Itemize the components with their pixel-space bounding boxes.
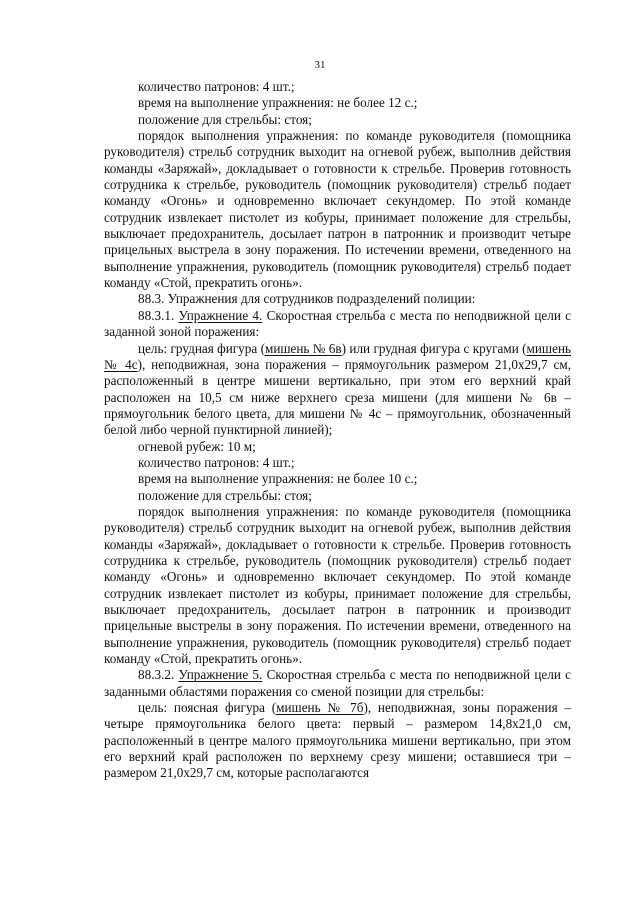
section-number: 88.3.1. [138,307,179,323]
exercise-4-title: Скоростная стрельба с места по неподвижной цели с заданной зоной поражения: [104,307,571,340]
paragraph-time-limit-2: время на выполнение упражнения: не более 10 с.; [138,471,418,487]
paragraph-shooting-position-2: положение для стрельбы: стоя; [138,487,312,503]
page-number: 31 [314,59,326,71]
exercise-4-link[interactable]: Упражнение 4. [178,307,263,323]
target-text-middle: ) или грудная фигура с кругами ( [341,340,527,356]
exercise-5-link[interactable]: Упражнение 5. [178,667,263,683]
paragraph-firing-line: огневой рубеж: 10 м; [138,438,256,454]
paragraph-procedure: порядок выполнения упражнения: по команде руководителя (помощника руководителя) стрельб сотрудник выходит на огневой рубеж, выполнив действия команды «Заряжай», докладывает о готовности к стрельбе. Проверив готовность сотрудника к стрельбе, руководитель (помощник руководителя) стрельб подает команду «Огонь» и одновременно включает секундомер. По этой команде сотрудник извлекает пистолет из кобуры, принимает положение для стрельбы, выключает предохранитель, досылает патрон в патронник и производит четыре прицельных выстрела в зону поражения. По истечении времени, отведенного на выполнение упражнения, руководитель (помощник руководителя) стрельб подает команду «Стой, прекратить огонь». [104,128,571,291]
paragraph-cartridge-count: количество патронов: 4 шт.; [138,79,295,94]
paragraph-cartridge-count-2: количество патронов: 4 шт.; [138,454,295,470]
document-body [104,79,571,782]
paragraph-target-exercise-4 [104,341,571,439]
paragraph-shooting-position: положение для стрельбы: стоя; [138,111,312,127]
target-4s-link[interactable]: мишень № 4с [104,340,572,372]
target-text-end: ), неподвижная, зоны поражения – четыре прямоугольника белого цвета: первый – размером 14,8х21,0 см, расположенный в центре малого прямоугольника мишени вертикально, при этом его верхний край расположен по верхнему срезу мишени; оставшиеся три – размером 21,0х29,7 см, которые располагаются [104,700,571,781]
exercise-4-heading [104,308,571,341]
section-heading-88-3: 88.3. Упражнения для сотрудников подразделений полиции: [138,291,476,307]
exercise-5-heading [104,667,571,700]
section-number: 88.3.2. [138,667,179,683]
target-text-start: цель: грудная фигура ( [138,340,265,356]
target-text-start: цель: поясная фигура ( [138,700,277,716]
target-text-end: ), неподвижная, зона поражения – прямоугольник размером 21,0х29,7 см, расположенный в центре мишени вертикально, при этом его верхний край расположен на 10,5 см ниже верхнего среза мишени (для мишени № 6в – прямоугольник белого цвета, для мишени № 4с – прямоугольник, обозначенный белой либо черной пунктирной линией); [104,356,572,438]
target-7b-link[interactable]: мишень № 7б [276,700,364,716]
paragraph-target-exercise-5 [104,700,571,782]
paragraph-procedure-2: порядок выполнения упражнения: по команде руководителя (помощника руководителя) стрельб сотрудник выходит на огневой рубеж, выполнив действия команды «Заряжай», докладывает о готовности к стрельбе. Проверив готовность сотрудника к стрельбе, руководитель (помощник руководителя) стрельб подает команду «Огонь» и одновременно включает секундомер. По этой команде сотрудник извлекает пистолет из кобуры, принимает положение для стрельбы, выключает предохранитель, досылает патрон в патронник и производит прицельные выстрелы в зону поражения. По истечении времени, отведенного на выполнение упражнения, руководитель (помощник руководителя) стрельб подает команду «Стой, прекратить огонь». [104,503,571,667]
paragraph-time-limit: время на выполнение упражнения: не более 12 с.; [138,95,418,111]
target-6v-link[interactable]: мишень № 6в [264,340,342,356]
exercise-5-title: Скоростная стрельба с места по неподвижной цели с заданными областями поражения со сменой позиции для стрельбы: [104,667,571,699]
